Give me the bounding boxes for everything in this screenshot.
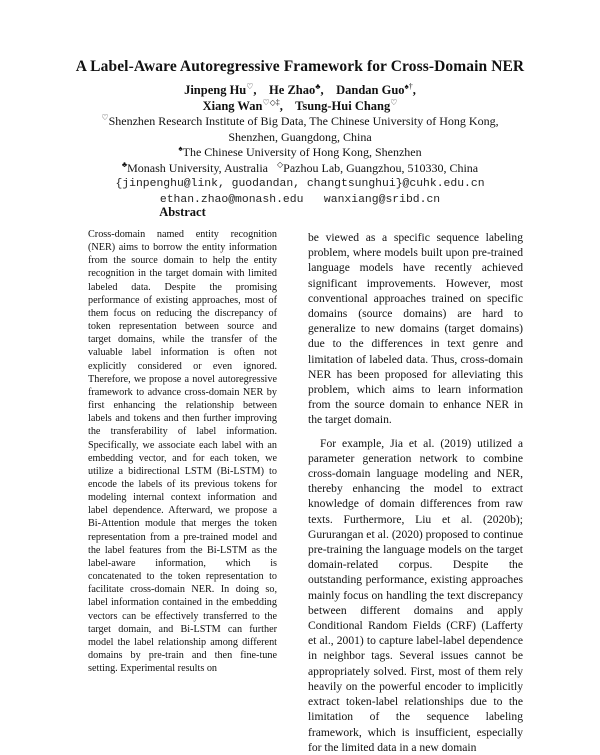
email-link[interactable]: wanxiang@sribd.cn <box>323 194 441 206</box>
author-name: Tsung-Hui Chang <box>295 99 391 113</box>
author-mark: ♣ <box>315 81 321 91</box>
affiliation-2 <box>0 145 600 161</box>
author-mark: ♡ <box>246 81 254 91</box>
author-mark: ♠† <box>404 81 413 91</box>
affiliation-text: Monash University, Australia <box>127 160 268 175</box>
body-column <box>308 230 523 755</box>
author-name: Xiang Wan <box>202 99 263 113</box>
paper-title: A Label-Aware Autoregressive Framework for Cross-Domain NER <box>75 58 525 75</box>
affiliation-mark: ♣ <box>121 159 128 169</box>
body-paragraph: be viewed as a specific sequence labeling problem, where models built upon pre-trained language models have recently achieved significant improvements. However, most conventional approaches trained on specific domains (source domains) are hard to generalize to new domains (target domains) due to the differences in text genre and limitation of labeled data. Thus, cross-domain NER has been proposed for alleviating this problem, which aims to learn information from the source domain to enhance NER in the target domain. <box>308 231 523 427</box>
affiliations <box>0 114 600 176</box>
affiliation-text: The Chinese University of Hong Kong, Shenzhen <box>182 145 422 159</box>
affiliation-3-4 <box>0 161 600 177</box>
affiliation-1 <box>0 114 600 130</box>
affiliation-1-cont: Shenzhen, Guangdong, China <box>228 129 372 144</box>
affiliation-mark: ♠ <box>178 144 183 153</box>
abstract-section <box>88 205 277 675</box>
affiliation-text: Shenzhen Research Institute of Big Data, The Chinese University of Hong Kong, <box>108 114 499 128</box>
author-list <box>0 82 600 114</box>
author-row-2: Xiang Wan♡◇‡, Tsung-Hui Chang♡ <box>202 97 398 113</box>
email-block <box>0 176 600 208</box>
email-link[interactable]: ethan.zhao@monash.edu <box>159 194 304 206</box>
author-mark: ♡ <box>390 97 398 107</box>
author-name: He Zhao <box>269 83 316 97</box>
affiliation-text: Pazhou Lab, Guangzhou, 510330, China <box>283 160 479 175</box>
paper-header <box>0 58 600 208</box>
author-name: Dandan Guo <box>336 83 405 97</box>
author-mark: ♡◇‡ <box>262 97 280 107</box>
author-row-1: Jinpeng Hu♡, He Zhao♣, Dandan Guo♠†, <box>184 81 416 97</box>
body-paragraph: For example, Jia et al. (2019) utilized a parameter generation network to combine cross-domain language modeling and NER, thereby enhancing the model to extract knowledge of domain differences from raw texts. Furthermore, Liu et al. (2020b); Gururangan et al. (2020) proposed to continue pre-training the language models on the target domain-related corpus. Despite the outstanding performance, existing approaches mainly focus on handling the text discrepancy between different domains and apply Conditional Random Fields (CRF) (Lafferty et al., 2001) to capture label-label dependence in neighbor tags. Several issues cannot be appropriately solved. First, most of them rely heavily on the powerful encoder to implicitly extract token-label relationships due to the limitation of the sequence labeling framework, which is insufficient, especially for the limited data in a new domain <box>308 436 523 754</box>
abstract-text: Cross-domain named entity recognition (NER) aims to borrow the entity information from the source domain to help the entity recognition in the target domain with limited labeled data. Despite the promising performance of existing approaches, most of them focus on reducing the discrepancy of token representation between source and target domains, while the transfer of the valuable label information is often not explicitly considered or even ignored. Therefore, we propose a novel autoregressive framework to advance cross-domain NER by first enhancing the relationship between labels and tokens and then further improving the transferability of label information. Specifically, we associate each label with an embedding vector, and for each token, we utilize a bidirectional LSTM (Bi-LSTM) to encode the labels of its previous tokens for modeling internal context information and label dependence. Afterward, we propose a Bi-Attention module that merges the token representation from a pre-trained model and the label features from the Bi-LSTM as the label-aware information, which is concatenated to the token representation to facilitate cross-domain NER. In doing so, label information contained in the embedding vectors can be effectively transferred to the target domain, and Bi-LSTM can further model the label relationship among different domains by pre-train and then fine-tune setting. Experimental results on <box>88 229 277 675</box>
author-name: Jinpeng Hu <box>184 83 247 97</box>
affiliation-mark: ◇ <box>277 159 284 169</box>
affiliation-mark: ♡ <box>101 113 109 122</box>
abstract-heading: Abstract <box>159 205 206 219</box>
email-line-1: {jinpenghu@link, guodandan, changtsunghui}@cuhk.edu.cn <box>115 178 485 190</box>
